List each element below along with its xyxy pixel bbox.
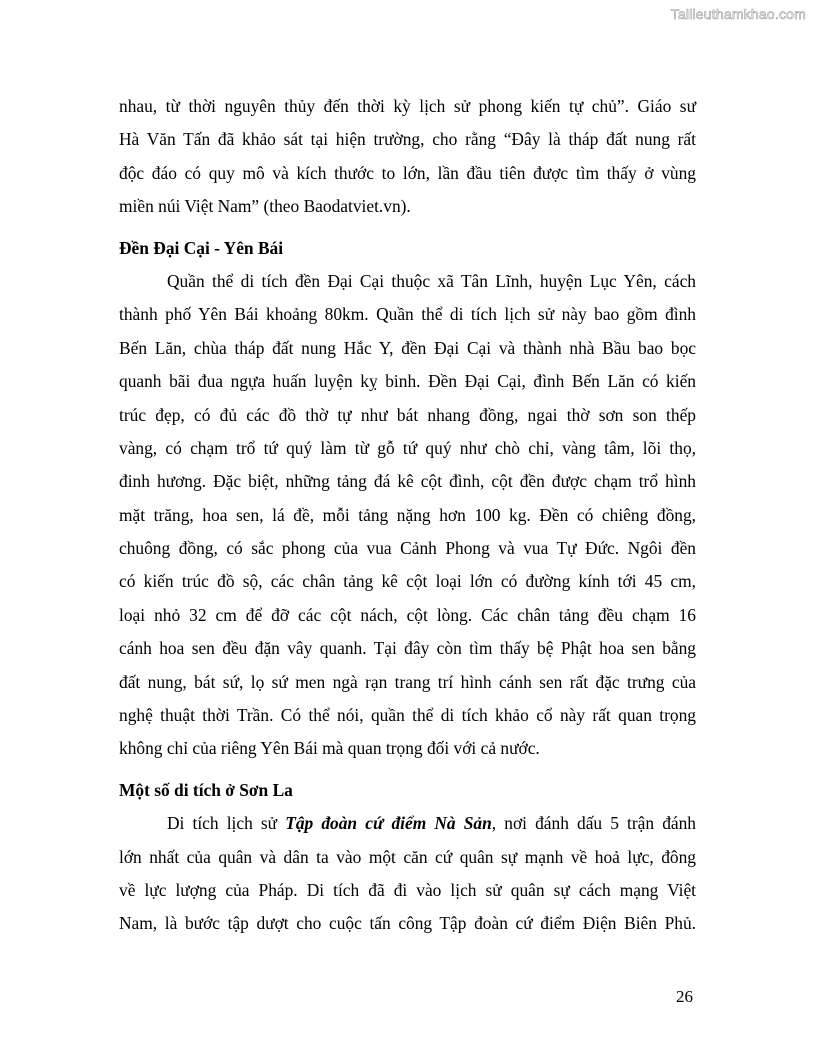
page-number: 26: [676, 987, 693, 1006]
text-fragment: , nơi đánh dấu 5 trận đánh: [491, 813, 697, 834]
text-line: đinh hương. Đặc biệt, những tảng đá kê cột đình, cột đền được chạm trổ hình: [119, 471, 696, 492]
text-line: Nam, là bước tập dượt cho cuộc tấn công Tập đoàn cứ điểm Điện Biên Phủ.: [119, 913, 696, 934]
text-line: không chỉ của riêng Yên Bái mà quan trọng đối với cả nước.: [119, 738, 540, 759]
text-line: lớn nhất của quân và dân ta vào một căn cứ quân sự mạnh về hoả lực, đông: [119, 846, 696, 867]
page-body: [119, 90, 696, 941]
text-line: độc đáo có quy mô và kích thước to lớn, lần đầu tiên được tìm thấy ở vùng: [119, 162, 696, 183]
text-line: thành phố Yên Bái khoảng 80km. Quần thể di tích lịch sử này bao gồm đình: [119, 304, 696, 325]
text-line: cánh hoa sen đều đặn vây quanh. Tại đây còn tìm thấy bệ Phật hoa sen bằng: [119, 638, 696, 659]
son-la-paragraph: [119, 807, 696, 941]
text-line: Quần thể di tích đền Đại Cại thuộc xã Tân Lĩnh, huyện Lục Yên, cách: [167, 270, 696, 291]
text-line: trúc đẹp, có đủ các đồ thờ tự như bát nhang đồng, ngai thờ sơn son thếp: [119, 404, 696, 425]
text-line: miền núi Việt Nam” (theo Baodatviet.vn).: [119, 196, 411, 217]
text-line: chuông đồng, có sắc phong của vua Cảnh Phong và vua Tự Đức. Ngôi đền: [119, 538, 696, 559]
emphasized-site-name: Tập đoàn cứ điểm Nà Sản: [285, 813, 492, 834]
text-line: quanh bãi đua ngựa huấn luyện kỵ binh. Đền Đại Cại, đình Bến Lăn có kiến: [119, 371, 696, 392]
section-heading-den-dai-cai: Đền Đại Cại - Yên Bái: [119, 237, 284, 258]
text-line: [119, 807, 696, 840]
text-line: về lực lượng của Pháp. Di tích đã đi vào lịch sử quân sự cách mạng Việt: [119, 879, 696, 900]
text-line: Bến Lăn, chùa tháp đất nung Hắc Y, đền Đại Cại và thành nhà Bầu bao bọc: [119, 337, 696, 358]
text-line: vàng, có chạm trổ tứ quý làm từ gỗ tứ quý như chò chỉ, vàng tâm, lõi thọ,: [119, 437, 696, 458]
den-dai-cai-paragraph: [119, 265, 696, 766]
text-line: mặt trăng, hoa sen, lá đề, mỗi tảng nặng hơn 100 kg. Đền có chiêng đồng,: [119, 504, 696, 525]
section-heading-son-la: Một số di tích ở Sơn La: [119, 779, 293, 800]
watermark-text: Tailieuthamkhao.com: [670, 6, 806, 22]
text-line: có kiến trúc đồ sộ, các chân tảng kê cột loại lớn có đường kính tới 45 cm,: [119, 571, 696, 592]
text-line: loại nhỏ 32 cm để đỡ các cột nách, cột lòng. Các chân tảng đều chạm 16: [119, 604, 696, 625]
text-line: nghệ thuật thời Trần. Có thể nói, quần thể di tích khảo cổ này rất quan trọng: [119, 705, 696, 726]
text-line: nhau, từ thời nguyên thủy đến thời kỳ lịch sử phong kiến tự chủ”. Giáo sư: [119, 96, 696, 116]
text-line: Hà Văn Tấn đã khảo sát tại hiện trường, cho rằng “Đây là tháp đất nung rất: [119, 129, 696, 150]
text-fragment: Di tích lịch sử: [167, 813, 286, 834]
text-line: đất nung, bát sứ, lọ sứ men ngà rạn trang trí hình cánh sen rất đặc trưng của: [119, 671, 696, 692]
intro-paragraph: [119, 90, 696, 224]
